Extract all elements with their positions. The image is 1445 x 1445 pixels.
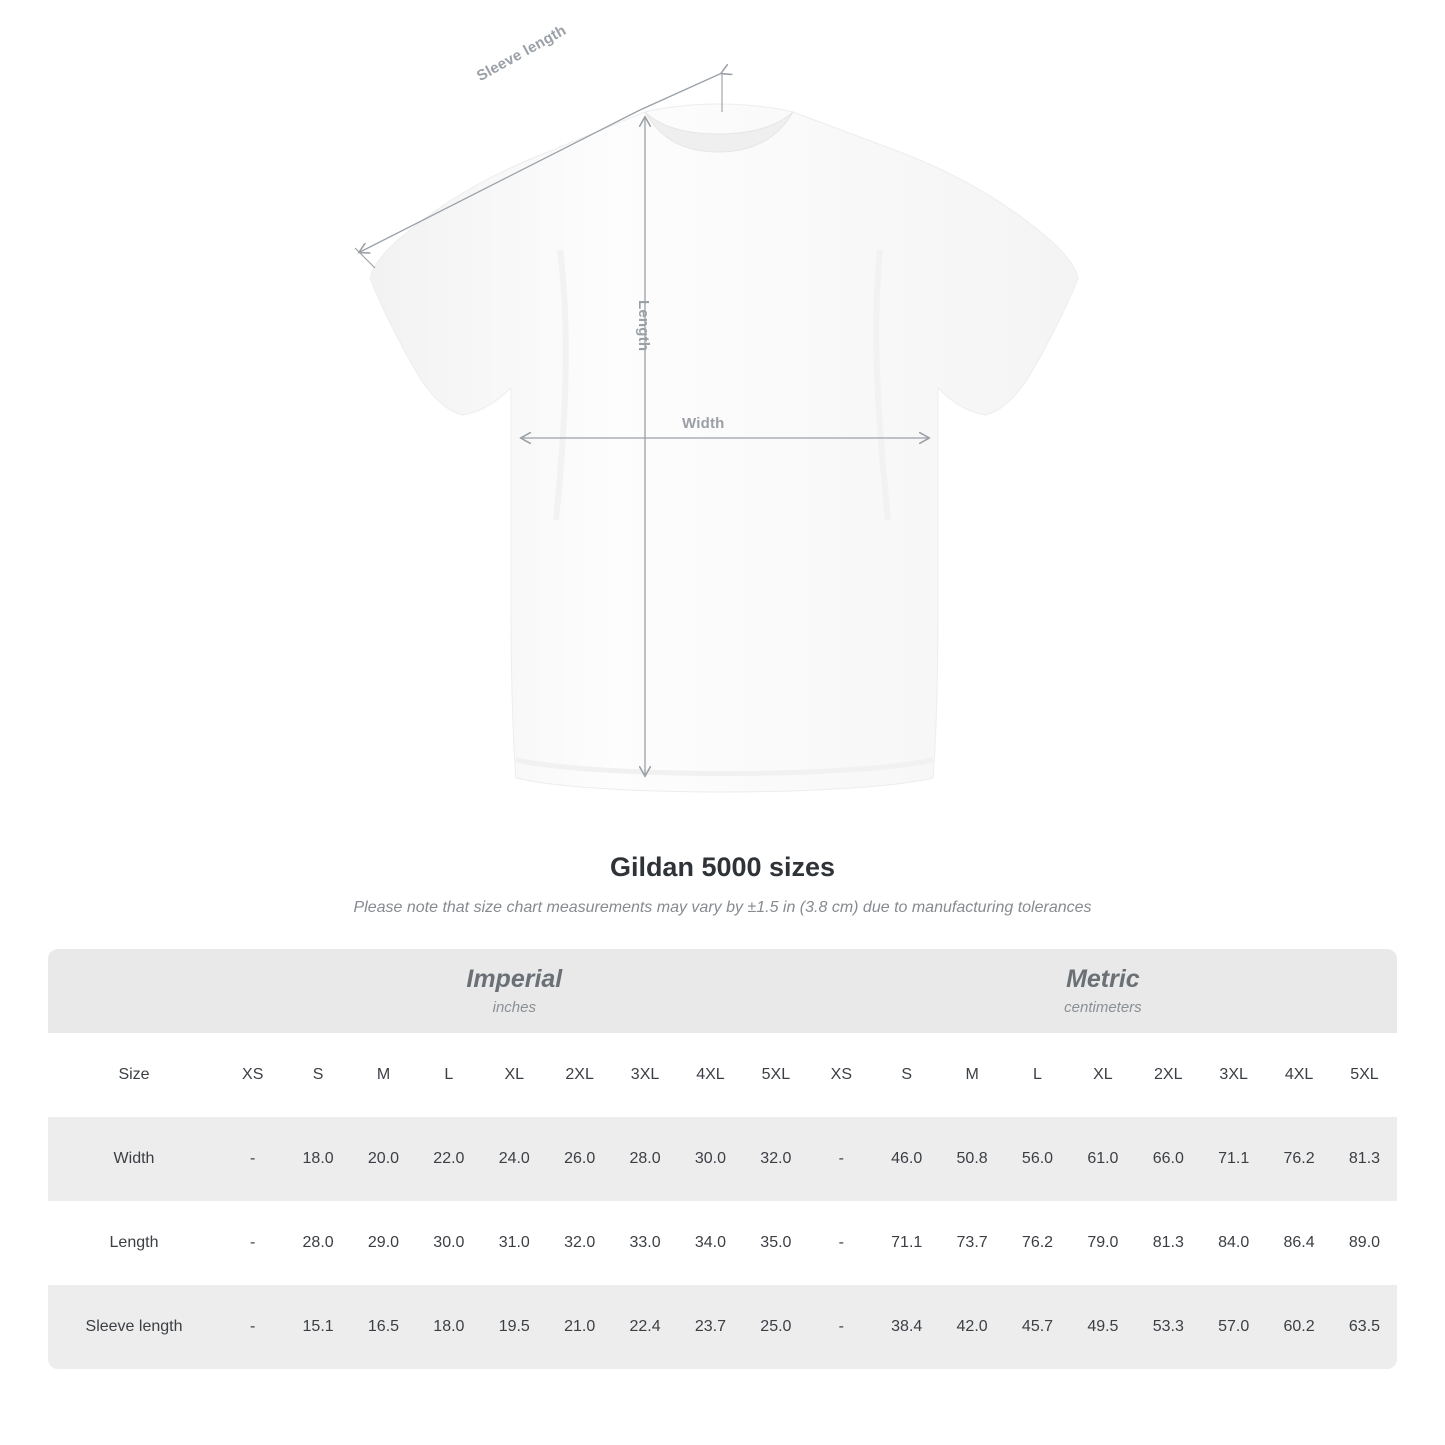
cell-sleeve-metric-5xl: 63.5 xyxy=(1332,1285,1397,1369)
cell-length-imperial-3xl: 33.0 xyxy=(612,1201,677,1285)
cell-length-imperial-l: 30.0 xyxy=(416,1201,481,1285)
cell-sleeve-imperial-3xl: 22.4 xyxy=(612,1285,677,1369)
cell-sleeve-metric-l: 45.7 xyxy=(1005,1285,1070,1369)
size-header-metric-l: L xyxy=(1005,1033,1070,1117)
page-title: Gildan 5000 sizes xyxy=(609,852,836,882)
cell-length-imperial-xl: 31.0 xyxy=(482,1201,547,1285)
cell-length-imperial-5xl: 35.0 xyxy=(743,1201,809,1285)
cell-width-imperial-s: 18.0 xyxy=(285,1117,350,1201)
cell-length-metric-5xl: 89.0 xyxy=(1332,1201,1397,1285)
cell-sleeve-metric-3xl: 57.0 xyxy=(1201,1285,1266,1369)
title-block xyxy=(0,852,1445,917)
size-header-metric-4xl: 4XL xyxy=(1266,1033,1331,1117)
cell-width-metric-4xl: 76.2 xyxy=(1266,1117,1331,1201)
cell-sleeve-imperial-l: 18.0 xyxy=(416,1285,481,1369)
table-row xyxy=(48,1117,1397,1201)
cell-length-metric-m: 73.7 xyxy=(939,1201,1004,1285)
cell-width-imperial-xl: 24.0 xyxy=(482,1117,547,1201)
cell-length-metric-4xl: 86.4 xyxy=(1266,1201,1331,1285)
metric-name: Metric xyxy=(1066,964,1140,993)
size-header-imperial-l: L xyxy=(416,1033,481,1117)
cell-sleeve-imperial-xl: 19.5 xyxy=(482,1285,547,1369)
cell-sleeve-metric-m: 42.0 xyxy=(939,1285,1004,1369)
imperial-name: Imperial xyxy=(466,964,563,993)
cell-sleeve-imperial-4xl: 23.7 xyxy=(678,1285,743,1369)
cell-sleeve-imperial-m: 16.5 xyxy=(351,1285,416,1369)
size-header-metric-2xl: 2XL xyxy=(1136,1033,1201,1117)
imperial-sub: inches xyxy=(492,999,536,1017)
size-header-label: Size xyxy=(48,1033,220,1117)
size-header-imperial-4xl: 4XL xyxy=(678,1033,743,1117)
cell-width-imperial-l: 22.0 xyxy=(416,1117,481,1201)
sleeve-length-label: Sleeve length xyxy=(474,21,570,85)
cell-width-metric-s: 46.0 xyxy=(874,1117,939,1201)
cell-width-imperial-3xl: 28.0 xyxy=(612,1117,677,1201)
cell-sleeve-imperial-xs: - xyxy=(220,1285,285,1369)
table-row xyxy=(48,1201,1397,1285)
size-header-metric-xs: XS xyxy=(809,1033,874,1117)
cell-length-metric-xs: - xyxy=(809,1201,874,1285)
cell-width-imperial-2xl: 26.0 xyxy=(547,1117,612,1201)
size-header-imperial-xs: XS xyxy=(220,1033,285,1117)
size-table-wrap xyxy=(48,949,1397,1369)
size-header-row xyxy=(48,1033,1397,1117)
cell-sleeve-metric-4xl: 60.2 xyxy=(1266,1285,1331,1369)
size-header-metric-xl: XL xyxy=(1070,1033,1135,1117)
length-label: Length xyxy=(635,300,652,352)
unit-header-row xyxy=(48,949,1397,1033)
cell-width-imperial-4xl: 30.0 xyxy=(678,1117,743,1201)
cell-length-metric-l: 76.2 xyxy=(1005,1201,1070,1285)
cell-sleeve-imperial-s: 15.1 xyxy=(285,1285,350,1369)
table-row xyxy=(48,1285,1397,1369)
metric-sub: centimeters xyxy=(1064,999,1142,1017)
cell-sleeve-metric-2xl: 53.3 xyxy=(1136,1285,1201,1369)
size-header-imperial-xl: XL xyxy=(482,1033,547,1117)
cell-width-metric-xl: 61.0 xyxy=(1070,1117,1135,1201)
cell-width-metric-3xl: 71.1 xyxy=(1201,1117,1266,1201)
size-header-metric-3xl: 3XL xyxy=(1201,1033,1266,1117)
width-label: Width xyxy=(682,415,725,432)
size-header-metric-m: M xyxy=(939,1033,1004,1117)
cell-length-imperial-s: 28.0 xyxy=(285,1201,350,1285)
cell-sleeve-imperial-5xl: 25.0 xyxy=(743,1285,809,1369)
size-header-imperial-3xl: 3XL xyxy=(612,1033,677,1117)
size-header-imperial-5xl: 5XL xyxy=(743,1033,809,1117)
cell-width-imperial-m: 20.0 xyxy=(351,1117,416,1201)
cell-length-imperial-2xl: 32.0 xyxy=(547,1201,612,1285)
cell-length-imperial-4xl: 34.0 xyxy=(678,1201,743,1285)
cell-length-metric-3xl: 84.0 xyxy=(1201,1201,1266,1285)
row-label-length: Length xyxy=(48,1201,220,1285)
cell-width-metric-5xl: 81.3 xyxy=(1332,1117,1397,1201)
cell-width-imperial-xs: - xyxy=(220,1117,285,1201)
cell-width-metric-xs: - xyxy=(809,1117,874,1201)
cell-sleeve-metric-xs: - xyxy=(809,1285,874,1369)
cell-length-metric-2xl: 81.3 xyxy=(1136,1201,1201,1285)
cell-width-metric-l: 56.0 xyxy=(1005,1117,1070,1201)
size-header-metric-5xl: 5XL xyxy=(1332,1033,1397,1117)
unit-header-spacer xyxy=(48,949,220,1033)
cell-sleeve-metric-xl: 49.5 xyxy=(1070,1285,1135,1369)
size-header-imperial-m: M xyxy=(351,1033,416,1117)
cell-width-metric-2xl: 66.0 xyxy=(1136,1117,1201,1201)
cell-width-imperial-5xl: 32.0 xyxy=(743,1117,809,1201)
size-header-imperial-2xl: 2XL xyxy=(547,1033,612,1117)
cell-sleeve-metric-s: 38.4 xyxy=(874,1285,939,1369)
cell-sleeve-imperial-2xl: 21.0 xyxy=(547,1285,612,1369)
tshirt-shape xyxy=(370,104,1078,792)
cell-length-metric-s: 71.1 xyxy=(874,1201,939,1285)
row-label-width: Width xyxy=(48,1117,220,1201)
size-header-metric-s: S xyxy=(874,1033,939,1117)
unit-header-imperial xyxy=(220,949,809,1033)
size-header-imperial-s: S xyxy=(285,1033,350,1117)
row-label-sleeve-length: Sleeve length xyxy=(48,1285,220,1369)
size-table xyxy=(48,949,1397,1369)
unit-header-metric xyxy=(809,949,1398,1033)
cell-length-metric-xl: 79.0 xyxy=(1070,1201,1135,1285)
cell-length-imperial-m: 29.0 xyxy=(351,1201,416,1285)
measurement-note: Please note that size chart measurements may vary by ±1.5 in (3.8 cm) due to manufacturing tolerances xyxy=(353,899,1092,916)
cell-width-metric-m: 50.8 xyxy=(939,1117,1004,1201)
cell-length-imperial-xs: - xyxy=(220,1201,285,1285)
